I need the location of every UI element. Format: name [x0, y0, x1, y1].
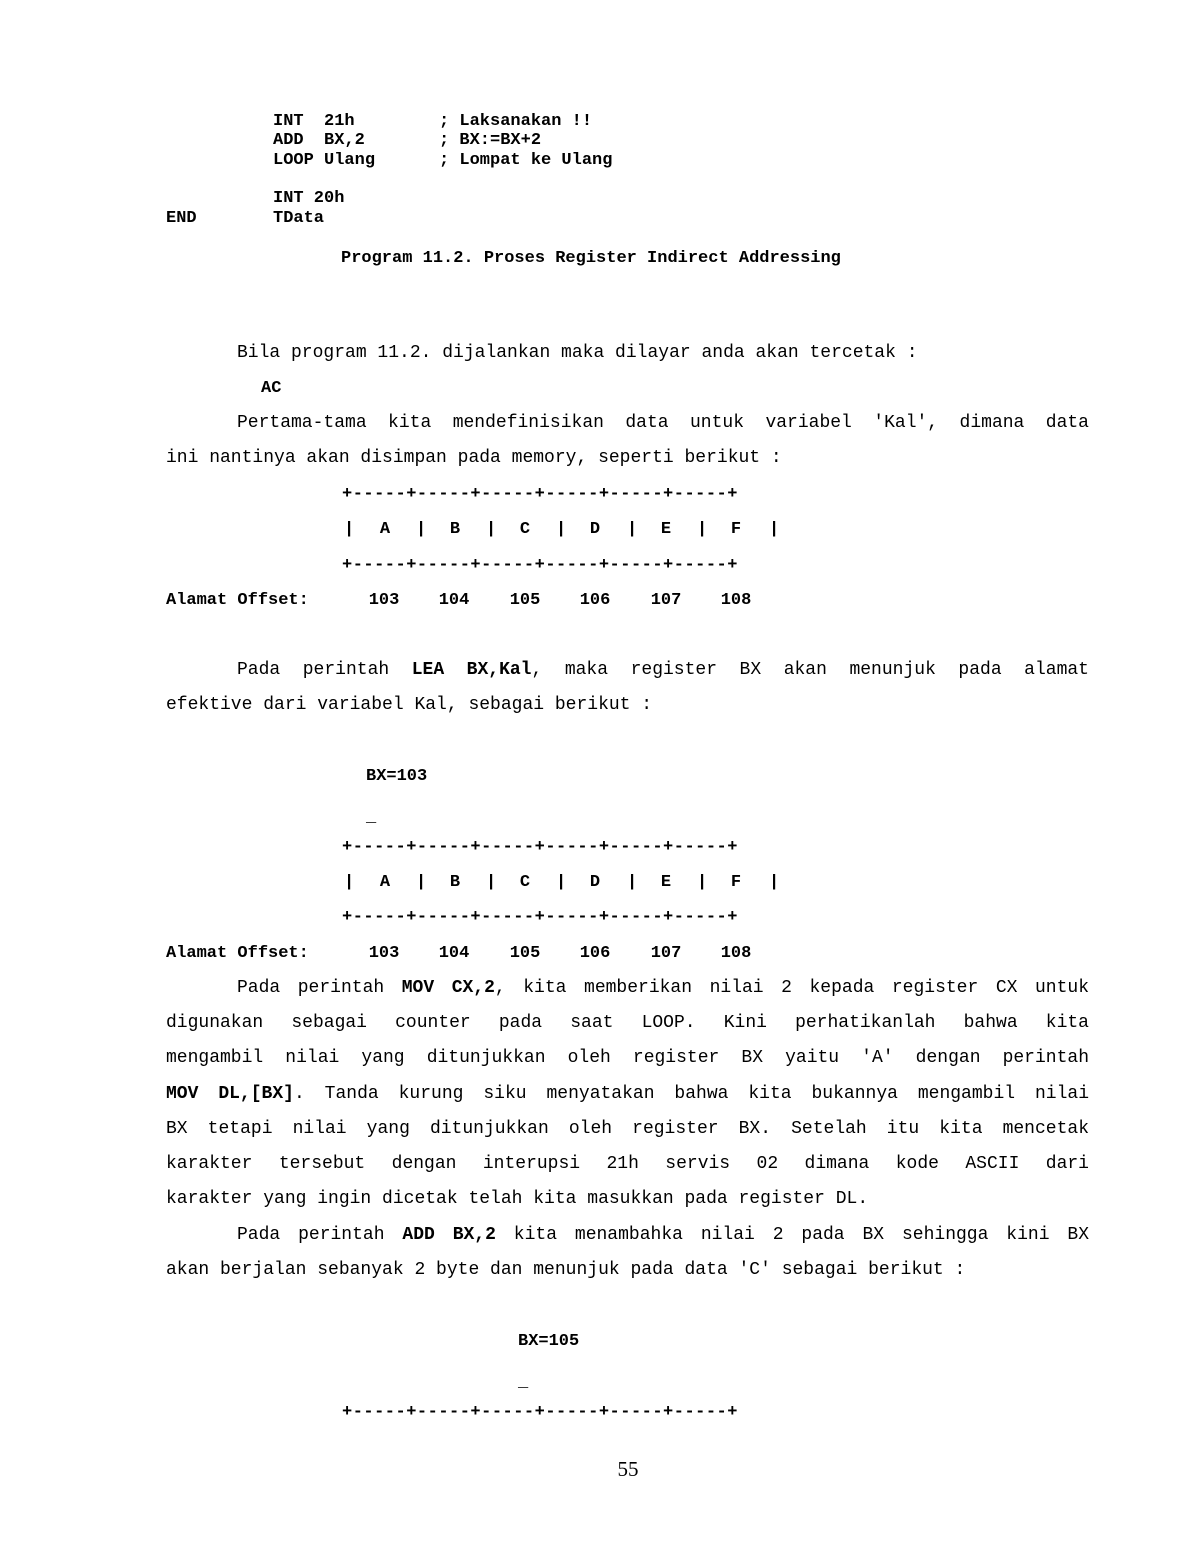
offset-value: 103	[368, 591, 400, 610]
offset-label: Alamat Offset:	[166, 944, 309, 963]
paragraph-line: ini nantinya akan disimpan pada memory, seperti berikut :	[166, 448, 782, 469]
text-run: Pada perintah	[237, 660, 412, 680]
paragraph-line: mengambil nilai yang ditunjukkan oleh register BX yaitu 'A' dengan perintah	[166, 1048, 1089, 1069]
text-run: Pada perintah	[237, 1225, 403, 1245]
table-border-top: +-----+-----+-----+-----+-----+-----+	[342, 1403, 738, 1422]
bx-pointer-label: BX=103	[366, 767, 428, 786]
memory-cell: A	[379, 873, 391, 892]
paragraph-line: karakter yang ingin dicetak telah kita masukkan pada register DL.	[166, 1189, 869, 1210]
cell-divider: |	[769, 873, 780, 892]
memory-cell: B	[449, 873, 461, 892]
offset-value: 107	[650, 591, 682, 610]
offset-label: Alamat Offset:	[166, 591, 309, 610]
cell-divider: |	[486, 873, 497, 892]
paragraph-line	[166, 653, 1089, 688]
memory-cell: E	[660, 520, 672, 539]
text-run: , kita memberikan nilai 2 kepada register CX untuk	[494, 978, 1089, 998]
memory-cell: C	[519, 873, 531, 892]
asm-command: LEA BX,Kal	[411, 660, 532, 680]
text-run: Pada perintah	[237, 978, 402, 998]
offset-value: 104	[438, 591, 470, 610]
memory-cell: F	[730, 873, 742, 892]
bx-pointer-arrow: _	[366, 808, 377, 827]
cell-divider: |	[627, 520, 638, 539]
memory-cell: C	[519, 520, 531, 539]
paragraph-line: Pertama-tama kita mendefinisikan data untuk variabel 'Kal', dimana data	[237, 413, 1089, 433]
table-row	[342, 873, 782, 893]
table-border-bottom: +-----+-----+-----+-----+-----+-----+	[342, 908, 738, 927]
cell-divider: |	[344, 520, 355, 539]
paragraph-line: digunakan sebagai counter pada saat LOOP. Kini perhatikanlah bahwa kita	[166, 1013, 1089, 1034]
memory-cell: D	[589, 520, 601, 539]
paragraph-line: akan berjalan sebanyak 2 byte dan menunjuk pada data 'C' sebagai berikut :	[166, 1260, 966, 1281]
code-instr: INT 21h	[273, 112, 355, 131]
offset-value: 107	[650, 944, 682, 963]
table-row	[342, 520, 782, 540]
paragraph-memory-intro	[166, 406, 1089, 476]
memory-cell: E	[660, 873, 672, 892]
memory-cell: B	[449, 520, 461, 539]
offset-value: 108	[720, 591, 752, 610]
paragraph-line	[166, 1077, 1089, 1112]
asm-command: ADD BX,2	[402, 1225, 496, 1245]
paragraph-mov	[166, 971, 1089, 1217]
asm-command: MOV DL,[BX]	[166, 1083, 294, 1104]
paragraph-lea	[166, 653, 1089, 723]
cell-divider: |	[769, 520, 780, 539]
paragraph-line	[166, 1218, 1089, 1253]
code-comment: ; Laksanakan !!	[439, 112, 593, 131]
code-comment: ; Lompat ke Ulang	[439, 151, 613, 170]
offset-value: 104	[438, 944, 470, 963]
code-instr: INT 20h	[273, 189, 345, 208]
bx-pointer-arrow: _	[518, 1373, 529, 1392]
paragraph-add	[166, 1218, 1089, 1288]
code-label: END	[166, 209, 197, 228]
offset-value: 106	[579, 591, 611, 610]
code-instr: TData	[273, 209, 325, 228]
table-border-top: +-----+-----+-----+-----+-----+-----+	[342, 838, 738, 857]
memory-cell: F	[730, 520, 742, 539]
table-border-bottom: +-----+-----+-----+-----+-----+-----+	[342, 556, 738, 575]
offset-value: 105	[509, 944, 541, 963]
paragraph-line	[166, 971, 1089, 1006]
table-border-top: +-----+-----+-----+-----+-----+-----+	[342, 485, 738, 504]
offset-value: 105	[509, 591, 541, 610]
text-run: . Tanda kurung siku menyatakan bahwa kita bukannya mengambil nilai	[293, 1083, 1089, 1104]
cell-divider: |	[416, 873, 427, 892]
paragraph-line: karakter tersebut dengan interupsi 21h servis 02 dimana kode ASCII dari	[166, 1153, 1089, 1174]
cell-divider: |	[486, 520, 497, 539]
paragraph-line: efektive dari variabel Kal, sebagai berikut :	[166, 695, 653, 716]
cell-divider: |	[697, 520, 708, 539]
code-instr: ADD BX,2	[273, 131, 365, 150]
cell-divider: |	[556, 520, 567, 539]
text-run: kita menambahka nilai 2 pada BX sehingga kini BX	[495, 1225, 1089, 1245]
text-run: , maka register BX akan menunjuk pada alamat	[531, 660, 1089, 680]
offset-value: 106	[579, 944, 611, 963]
cell-divider: |	[416, 520, 427, 539]
code-comment: ; BX:=BX+2	[439, 131, 542, 150]
paragraph-line: BX tetapi nilai yang ditunjukkan oleh register BX. Setelah itu kita mencetak	[166, 1118, 1089, 1139]
memory-cell: A	[379, 520, 391, 539]
code-instr: LOOP Ulang	[273, 151, 376, 170]
program-output: AC	[261, 379, 282, 398]
program-caption: Program 11.2. Proses Register Indirect Addressing	[341, 249, 841, 268]
asm-command: MOV CX,2	[401, 978, 495, 998]
cell-divider: |	[344, 873, 355, 892]
offset-value: 108	[720, 944, 752, 963]
cell-divider: |	[697, 873, 708, 892]
page-number: 55	[617, 1457, 639, 1481]
paragraph-intro: Bila program 11.2. dijalankan maka dilayar anda akan tercetak :	[237, 343, 918, 363]
memory-cell: D	[589, 873, 601, 892]
cell-divider: |	[556, 873, 567, 892]
offset-value: 103	[368, 944, 400, 963]
bx-pointer-label: BX=105	[518, 1332, 580, 1351]
cell-divider: |	[627, 873, 638, 892]
